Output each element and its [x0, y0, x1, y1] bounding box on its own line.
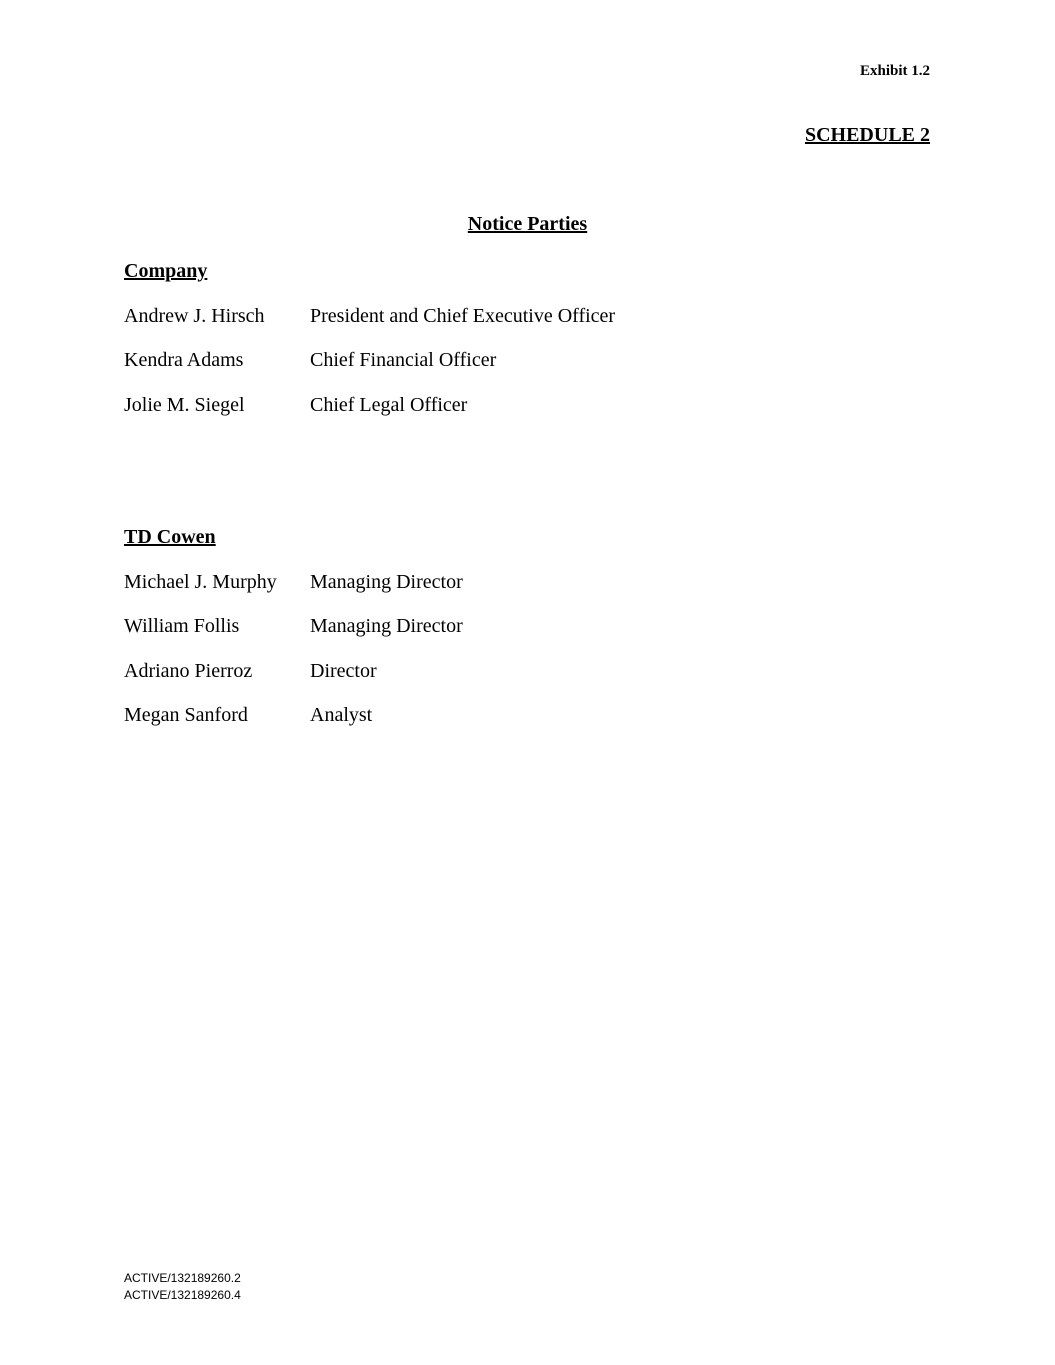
- party-title: President and Chief Executive Officer: [310, 304, 616, 327]
- party-row: [124, 348, 615, 372]
- party-row: [124, 659, 463, 683]
- party-title: Analyst: [310, 704, 373, 726]
- party-name: Jolie M. Siegel: [124, 393, 245, 416]
- footer-doc-id: ACTIVE/132189260.4: [124, 1288, 241, 1302]
- party-name: Michael J. Murphy: [124, 570, 277, 593]
- schedule-heading: SCHEDULE 2: [804, 124, 930, 146]
- party-row: [124, 614, 463, 638]
- document-footer: [124, 1270, 241, 1304]
- party-row: [124, 304, 615, 328]
- footer-doc-id: ACTIVE/132189260.2: [124, 1271, 241, 1285]
- party-title: Chief Financial Officer: [310, 349, 497, 371]
- party-row: [124, 570, 463, 594]
- td-cowen-heading: TD Cowen: [124, 526, 216, 548]
- party-title: Chief Legal Officer: [310, 393, 468, 416]
- page-title: Notice Parties: [467, 213, 588, 235]
- party-name: Kendra Adams: [124, 349, 244, 371]
- party-title: Managing Director: [310, 615, 463, 637]
- party-title: Director: [310, 659, 377, 682]
- party-name: Megan Sanford: [124, 704, 248, 726]
- party-name: William Follis: [124, 615, 240, 637]
- company-heading: Company: [124, 260, 208, 282]
- party-row: [124, 393, 615, 417]
- exhibit-label: Exhibit 1.2: [859, 63, 930, 79]
- party-title: Managing Director: [310, 570, 463, 593]
- party-name: Adriano Pierroz: [124, 659, 253, 682]
- party-name: Andrew J. Hirsch: [124, 304, 265, 327]
- td-cowen-section: [124, 525, 463, 748]
- company-section: [124, 259, 615, 437]
- party-row: [124, 703, 463, 727]
